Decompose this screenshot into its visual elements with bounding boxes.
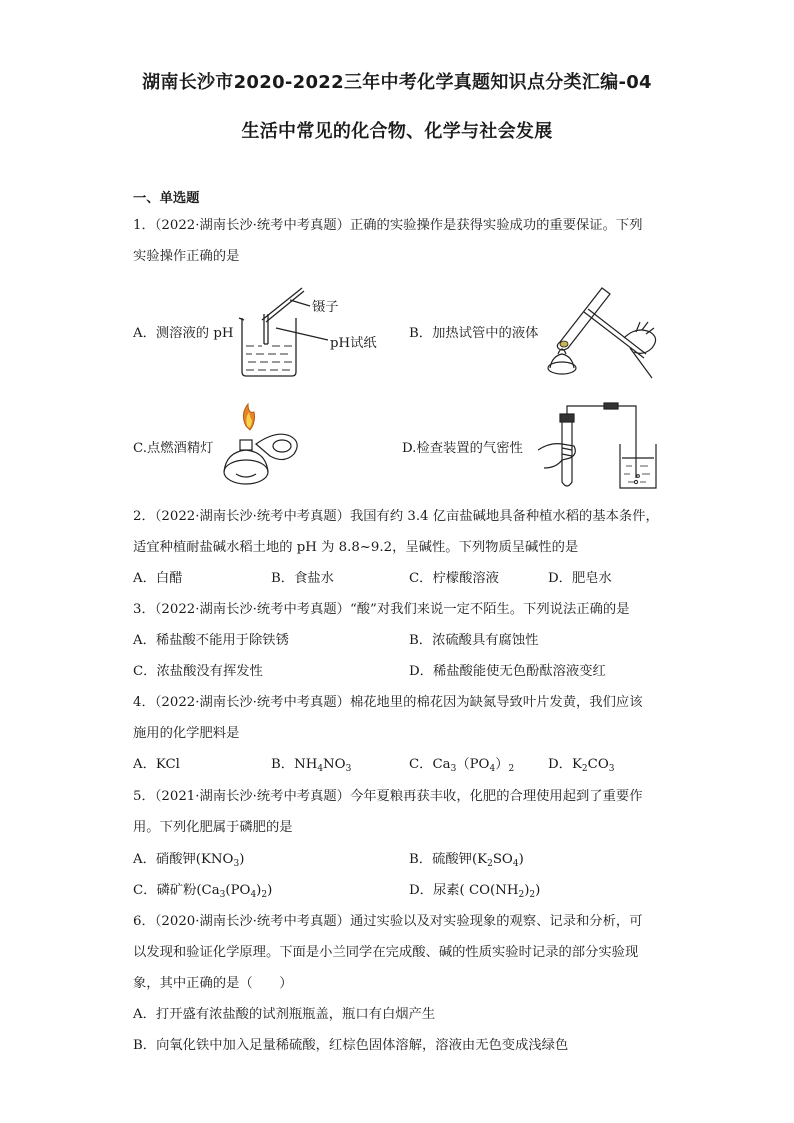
ph-paper-label: pH试纸: [330, 336, 377, 351]
q3-option-a: A．稀盐酸不能用于除铁锈: [133, 633, 289, 648]
q5a-sub: 3: [233, 859, 240, 869]
q5-option-d: [409, 879, 540, 900]
question-4-line1: 4．（2022·湖南长沙·统考中考真题）棉花地里的棉花因为缺氮导致叶片发黄，我们应该: [133, 695, 643, 710]
q2-option-c: C．柠檬酸溶液: [409, 571, 499, 586]
q5c-sub: 3: [219, 890, 226, 900]
tweezers-label: 镊子: [312, 300, 339, 315]
q4-option-b: [271, 753, 351, 774]
question-3-line1: 3．（2022·湖南长沙·统考中考真题）“酸”对我们来说一定不陌生。下列说法正确的是: [133, 602, 630, 617]
q5-option-b: [409, 848, 524, 869]
q4c-sub: 3: [450, 764, 457, 774]
q6-option-a: A．打开盛有浓盐酸的试剂瓶瓶盖，瓶口有白烟产生: [133, 1007, 436, 1022]
q5d-text2: ): [524, 883, 530, 898]
q2-option-a: A．白醋: [133, 571, 183, 586]
q4c-text3: ）: [495, 757, 509, 772]
q5c-text4: ): [267, 883, 273, 898]
q5c-sub2: 4: [250, 890, 257, 900]
q1-option-b: B．加热试管中的液体: [409, 326, 539, 341]
q4b-sub: 4: [317, 764, 324, 774]
q5b-text: B．硫酸钾(K: [409, 852, 488, 867]
alcohol-lamp-figure: [216, 400, 308, 490]
document-title-line1: 湖南长沙市2020-2022三年中考化学真题知识点分类汇编-04: [142, 72, 652, 93]
question-1-line1: 1．（2022·湖南长沙·统考中考真题）正确的实验操作是获得实验成功的重要保证。下列: [133, 218, 643, 233]
q5b-sub2: 4: [512, 859, 519, 869]
q5c-text3: ): [256, 883, 262, 898]
q2-option-d: D．肥皂水: [548, 571, 612, 586]
question-5-line2: 用。下列化肥属于磷肥的是: [133, 820, 293, 835]
q4c-sub2: 4: [489, 764, 496, 774]
q5-option-c: [133, 879, 272, 900]
question-2-line2: 适宜种植耐盐碱水稻土地的 pH 为 8.8~9.2，呈碱性。下列物质呈碱性的是: [133, 540, 579, 555]
q4b-text: B．NH: [271, 757, 318, 772]
q5c-sub3: 2: [261, 890, 268, 900]
question-6-line1: 6．（2020·湖南长沙·统考中考真题）通过实验以及对实验现象的观察、记录和分析，可: [133, 914, 643, 929]
document-title-line2: 生活中常见的化合物、化学与社会发展: [241, 121, 553, 142]
section-heading: 一、单选题: [133, 191, 200, 206]
q1-option-a: A．测溶液的 pH: [133, 326, 234, 341]
q5b-text2: SO: [492, 852, 513, 867]
q4-option-a: A．KCl: [133, 757, 180, 772]
q5d-text: D．尿素( CO(NH: [409, 883, 519, 898]
q4b-sub2: 3: [345, 764, 352, 774]
question-5-line1: 5．（2021·湖南长沙·统考中考真题）今年夏粮再获丰收，化肥的合理使用起到了重要作: [133, 789, 643, 804]
question-6-line2: 以发现和验证化学原理。下面是小兰同学在完成酸、碱的性质实验时记录的部分实验现: [133, 945, 639, 960]
q5a-text: A．硝酸钾(KNO: [133, 852, 234, 867]
question-1-line2: 实验操作正确的是: [133, 249, 240, 264]
q4d-sub: 2: [581, 764, 588, 774]
q5c-text2: (PO: [225, 883, 251, 898]
q3-option-d: D．稀盐酸能使无色酚酞溶液变红: [409, 664, 606, 679]
q3-option-c: C．浓盐酸没有挥发性: [133, 664, 263, 679]
q5d-sub2: 2: [529, 890, 536, 900]
q1-option-d: D.检查装置的气密性: [402, 441, 523, 456]
q6-option-b: B．向氧化铁中加入足量稀硫酸，红棕色固体溶解，溶液由无色变成浅绿色: [133, 1038, 569, 1053]
question-6-line3: 象，其中正确的是（ ）: [133, 976, 293, 991]
q5b-text3: ): [518, 852, 524, 867]
q4c-text: C．Ca: [409, 757, 451, 772]
q3-option-b: B．浓硫酸具有腐蚀性: [409, 633, 539, 648]
airtightness-check-figure: [536, 398, 660, 494]
q5d-sub: 2: [518, 890, 525, 900]
heating-test-tube-figure: [540, 282, 666, 380]
q4-option-c: [409, 753, 514, 774]
q1-option-c: C.点燃酒精灯: [133, 441, 214, 456]
q5b-sub: 2: [487, 859, 493, 869]
q4-option-d: [548, 753, 614, 774]
q4d-sub2: 3: [608, 764, 615, 774]
q5a-text2: ): [239, 852, 245, 867]
q4b-text2: NO: [323, 757, 346, 772]
q4c-text2: （PO: [456, 757, 490, 772]
q2-option-b: B．食盐水: [271, 571, 334, 586]
q5c-text: C．磷矿粉(Ca: [133, 883, 220, 898]
q5d-text3: ): [535, 883, 541, 898]
q4c-sub3: 2: [508, 764, 515, 774]
q4d-text: D．K: [548, 757, 582, 772]
question-2-line1: 2．（2022·湖南长沙·统考中考真题）我国有约 3.4 亿亩盐碱地具备种植水稻的基本条件，: [133, 509, 659, 524]
question-4-line2: 施用的化学肥料是: [133, 726, 240, 741]
q4d-text2: CO: [587, 757, 609, 772]
q5-option-a: [133, 848, 244, 869]
